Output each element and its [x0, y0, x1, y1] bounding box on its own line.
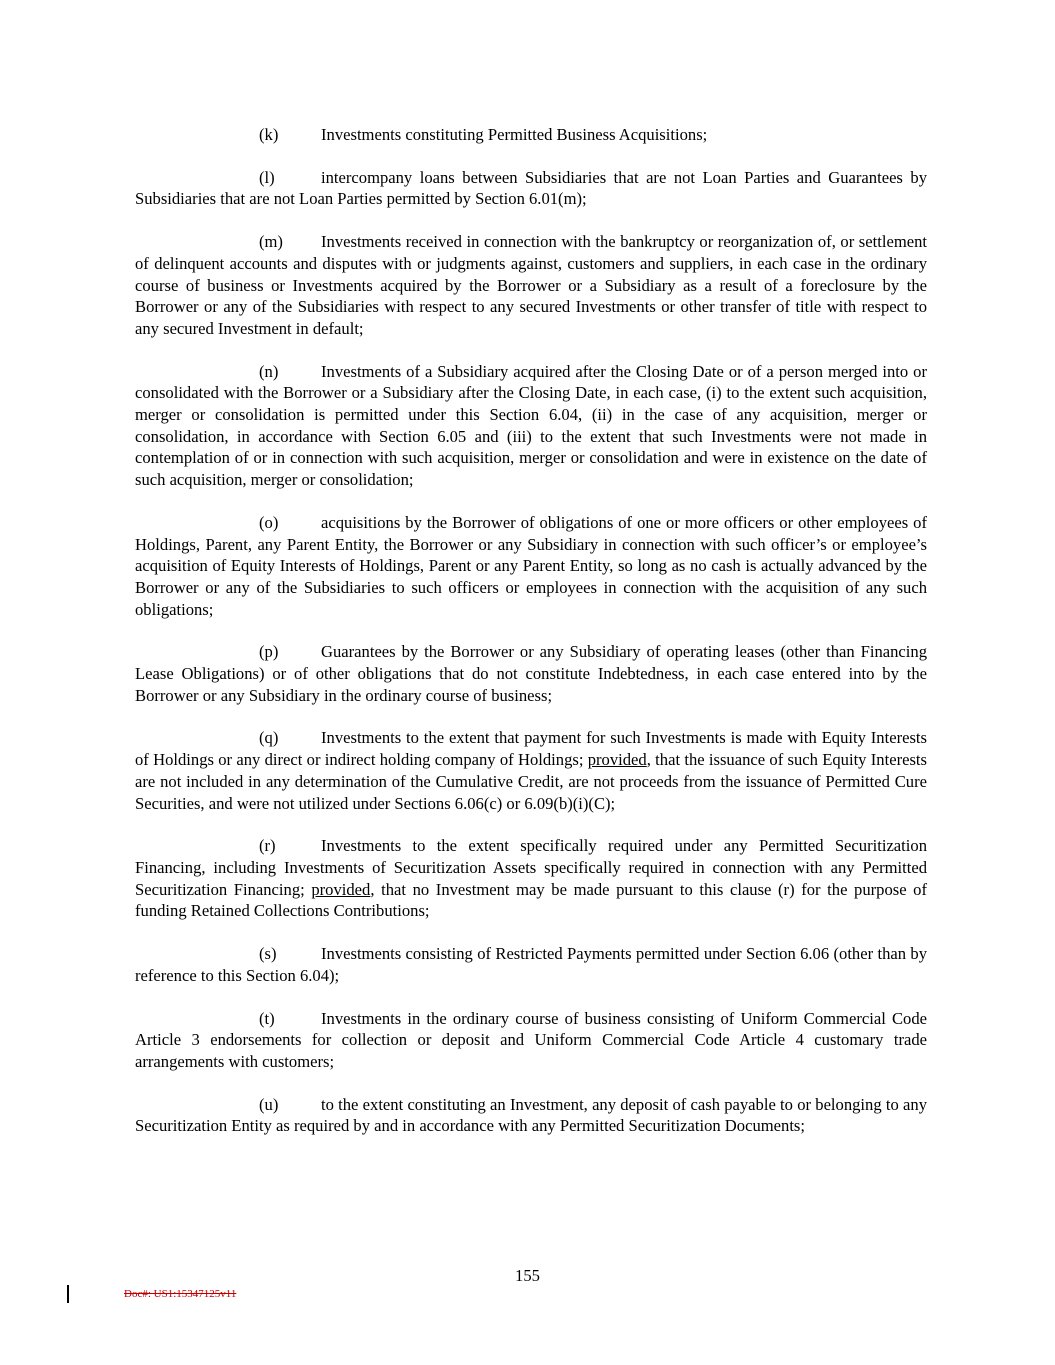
provided-term: provided: [587, 750, 647, 770]
clause-text: Investments in the ordinary course of business consisting of Uniform Commercial Code Article 3 endorsements for collection or deposit and Uniform Commercial Code Article 4 customary trade arrangements with customers;: [135, 1008, 927, 1071]
clause-text: to the extent constituting an Investment, any deposit of cash payable to or belonging to any Securitization Entity as required by and in accordance with any Permitted Securitization Documents;: [135, 1094, 927, 1136]
clause-u: [135, 1094, 927, 1137]
clause-label: (t): [259, 1008, 275, 1028]
document-id: Doc#: US1:15347125v11: [124, 1288, 237, 1300]
clause-text: Investments consisting of Restricted Payments permitted under Section 6.06 (other than by reference to this Section 6.04);: [135, 944, 927, 985]
clause-m: [135, 231, 927, 340]
clause-label: (l): [259, 167, 275, 187]
clause-q: [135, 727, 927, 814]
clause-s: [135, 943, 927, 986]
clause-label: (q): [259, 728, 279, 748]
document-body: [135, 124, 927, 1158]
provided-term: provided: [311, 879, 371, 899]
clause-n: [135, 361, 927, 491]
clause-text: Investments to the extent specifically required under any Permitted Securitization Financing, including Investments of Securitization Assets specifically required in connection with any Permitted Securitization Financing;: [135, 836, 927, 899]
clause-text: acquisitions by the Borrower of obligations of one or more officers or other employees of Holdings, Parent, any Parent Entity, the Borrower or any Subsidiary in connection with such officer’s or employee’s acquisition of Equity Interests of Holdings, Parent or any Parent Entity, so long as no cash is actually advanced by the Borrower or any of the Subsidiaries to such officers or employees in connection with the acquisition of any such obligations;: [135, 512, 927, 619]
clause-text: , that no Investment may be made pursuant to this clause (r) for the purpose of funding Retained Collections Contributions;: [135, 879, 928, 921]
clause-label: (u): [259, 1094, 279, 1114]
clause-label: (k): [259, 125, 279, 144]
clause-k: [135, 124, 927, 146]
clause-text: Investments to the extent that payment for such Investments is made with Equity Interests of Holdings or any direct or indirect holding company of Holdings;: [135, 728, 927, 770]
clause-label: (m): [259, 232, 283, 252]
clause-text: Investments of a Subsidiary acquired after the Closing Date or of a person merged into or consolidated with the Borrower or a Subsidiary after the Closing Date, in each case, (i) to the extent such acquisition, merger or consolidation is permitted under this Section 6.04, (ii) in the case of any acquisition, merger or consolidation, in accordance with Section 6.05 and (iii) to the extent that such Investments were not made in contemplation of or in connection with such acquisition, merger or consolidation and were in existence on the date of such acquisition, merger or consolidation;: [135, 361, 927, 490]
revision-change-bar: [67, 1285, 69, 1303]
clause-l: [135, 167, 927, 210]
clause-text: , that the issuance of such Equity Interests are not included in any determination of the Cumulative Credit, are not proceeds from the issuance of Permitted Cure Securities, and were not utilized under Sections 6.06(c) or 6.09(b)(i)(C);: [135, 750, 927, 813]
clause-t: [135, 1008, 927, 1073]
clause-label: (p): [259, 642, 279, 662]
clause-label: (r): [259, 836, 276, 856]
clause-label: (o): [259, 512, 279, 532]
clause-text: intercompany loans between Subsidiaries that are not Loan Parties and Guarantees by Subsidiaries that are not Loan Parties permitted by Section 6.01(m);: [135, 167, 927, 209]
clause-p: [135, 641, 927, 706]
clause-text: Investments received in connection with the bankruptcy or reorganization of, or settlement of delinquent accounts and disputes with or judgments against, customers and suppliers, in each case in the ordinary course of business or Investments acquired by the Borrower or a Subsidiary as a result of a foreclosure by the Borrower or any of the Subsidiaries with respect to any secured Investments or other transfer of title with respect to any secured Investment in default;: [135, 232, 927, 338]
clause-r: [135, 835, 927, 922]
clause-label: (n): [259, 361, 279, 381]
page-number: 155: [515, 1266, 540, 1285]
clause-label: (s): [259, 944, 277, 964]
clause-text: Investments constituting Permitted Business Acquisitions;: [321, 125, 708, 144]
clause-text: Guarantees by the Borrower or any Subsidiary of operating leases (other than Financing Lease Obligations) or of other obligations that do not constitute Indebtedness, in each case entered into by the Borrower or any Subsidiary in the ordinary course of business;: [135, 642, 927, 705]
clause-o: [135, 512, 927, 621]
